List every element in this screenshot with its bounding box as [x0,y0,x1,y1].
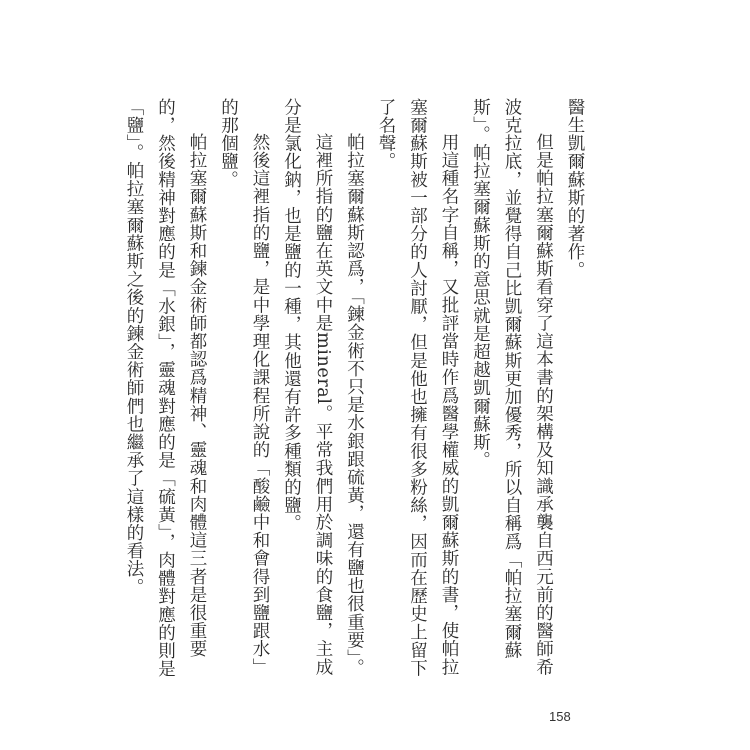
paragraph-3: 用這種名字自稱，又批評當時作爲醫學權威的凱爾蘇斯的書，使帕拉塞爾蘇斯被一部分的人討厭，但是他也擁有很多粉絲，因而在歷史上留下了名聲。 [376,98,459,678]
page-number: 158 [549,709,571,724]
paragraph-2: 但是帕拉塞爾蘇斯看穿了這本書的架構及知識承襲自西元前的醫師希波克拉底，並覺得自己比凱爾蘇斯更加優秀，所以自稱爲「帕拉塞爾蘇斯」。帕拉塞爾蘇斯的意思就是超越凱爾蘇斯。 [470,98,554,676]
paragraph-6: 然後這裡指的鹽，是中學理化課程所說的「酸鹼中和會得到鹽跟水」的那個鹽。 [218,98,270,676]
paragraph-7: 帕拉塞爾蘇斯和鍊金術師都認爲精神、靈魂和肉體這三者是很重要的，然後精神對應的是「水銀」，靈魂對應的是「硫黃」，肉體對應的則是「鹽」。帕拉塞爾蘇斯之後的鍊金術師們也繼承了這樣的看法。 [124,98,207,678]
paragraph-5: 這裡所指的鹽在英文中是mineral。平常我們用於調味的食鹽，主成分是氯化鈉，也是鹽的一種，其他還有許多種類的鹽。 [281,98,333,677]
paragraph-4: 帕拉塞爾蘇斯認爲，「鍊金術不只是水銀跟硫黃，還有鹽也很重要」。 [344,133,365,677]
vertical-text-body [118,98,591,678]
paragraph-1: 醫生凱爾蘇斯的著作。 [565,98,585,279]
